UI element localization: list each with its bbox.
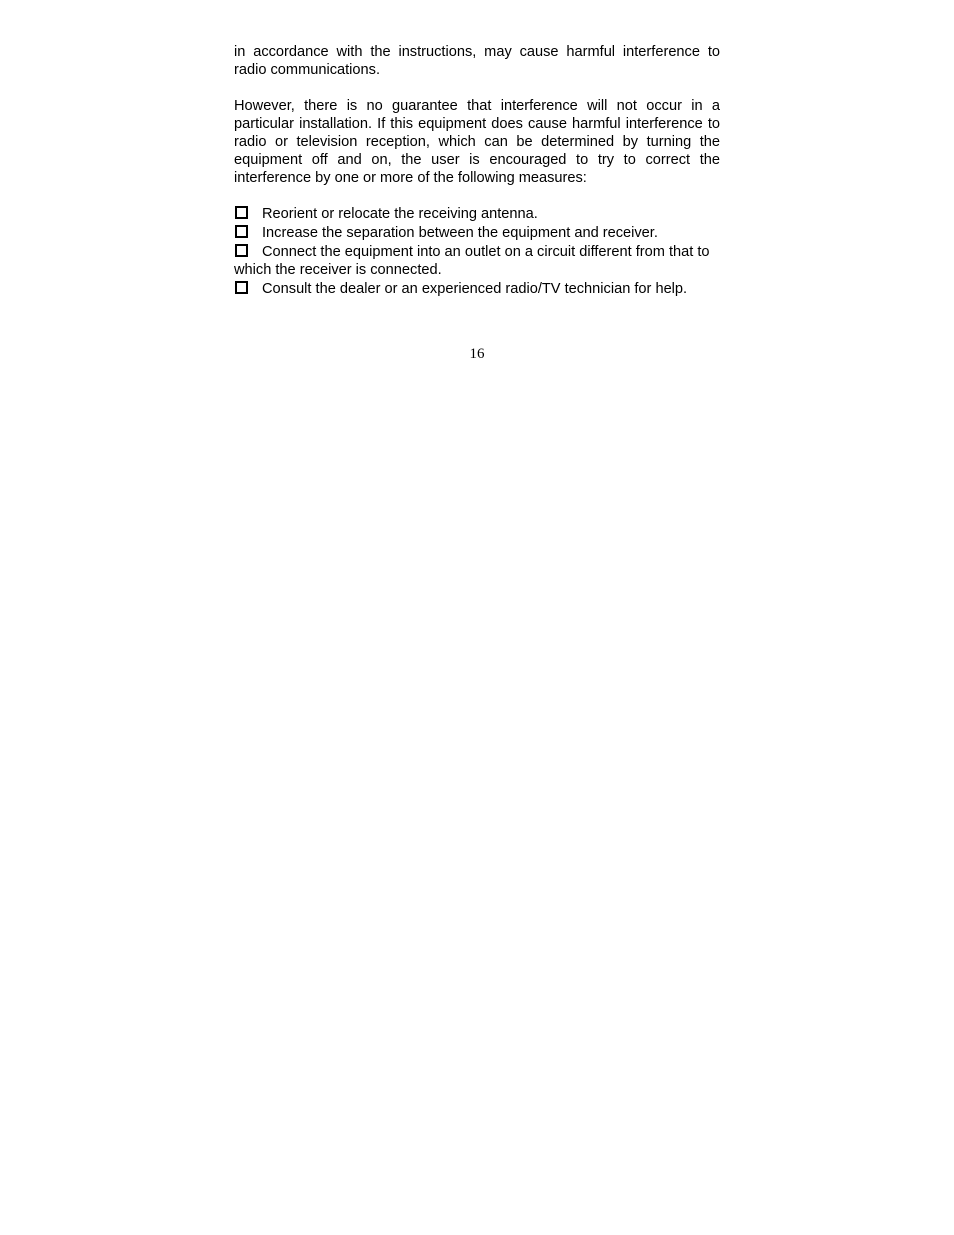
list-item [234, 224, 720, 242]
checkbox-icon [235, 225, 248, 238]
paragraph-interference-notice: However, there is no guarantee that interference will not occur in a particular installation. If this equipment does cause harmful interference to radio or television reception, which can be determined by turning the equipment off and on, the user is encouraged to try to correct the interference by one or more of the following measures: [234, 98, 720, 186]
measure-text: Connect the equipment into an outlet on a circuit different from that to which the receiver is connected. [234, 244, 710, 278]
measure-text: Reorient or relocate the receiving antenna. [262, 206, 538, 222]
checkbox-icon [235, 281, 248, 294]
paragraph-continuation: in accordance with the instructions, may cause harmful interference to radio communications. [234, 44, 720, 78]
document-body [234, 43, 720, 299]
measure-text: Consult the dealer or an experienced radio/TV technician for help. [262, 281, 688, 297]
list-item [234, 280, 720, 298]
list-item [234, 205, 720, 223]
list-item [234, 243, 720, 279]
checkbox-icon [235, 206, 248, 219]
page-number: 16 [469, 346, 485, 362]
measure-text: Increase the separation between the equipment and receiver. [262, 225, 658, 241]
measures-list [234, 205, 720, 298]
checkbox-icon [235, 244, 248, 257]
